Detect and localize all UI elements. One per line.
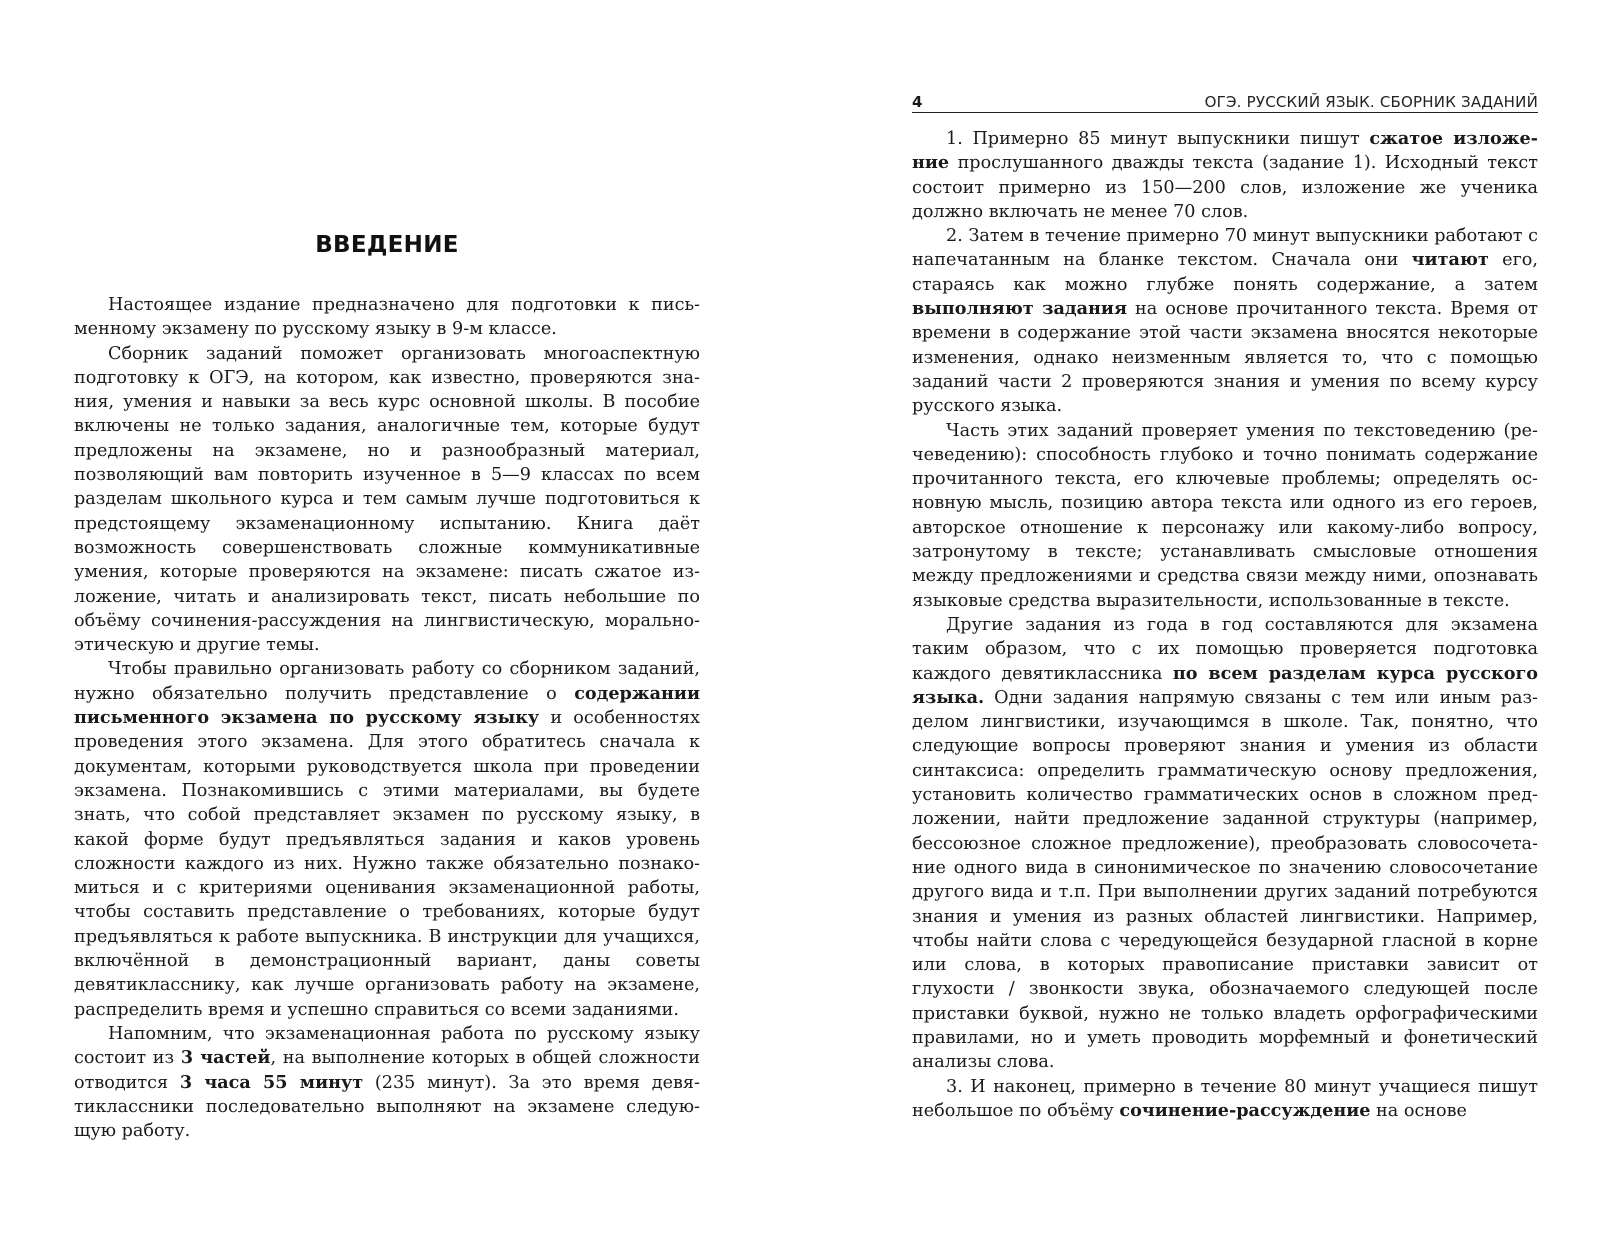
bold-phrase: сочинение-рассуждение	[1119, 1099, 1371, 1121]
bold-phrase: содержании письменного экзамена по русскому языку	[74, 682, 700, 729]
paragraph: 1. Примерно 85 минут выпускники пишут сжатое изложение прослушанного дважды текста (задание 1). Исходный текст состоит примерно из 150—200 слов, изложение же ученика должно включать не менее 70 слов.	[912, 128, 1538, 222]
running-head	[912, 90, 1538, 113]
paragraph: Настоящее издание предназначено для подготовки к письменному экзамену по русскому языку в 9-м классе.	[74, 295, 700, 340]
paragraph: Чтобы правильно организовать работу со сборником заданий, нужно обязательно получить представление о содержании письменного экзамена по русскому языку и особенностях проведения этого экзамена. Для этого обратитесь сначала к документам, которыми руководствуется школа при проведении экзамена. Познакомившись с этими материалами, вы будете знать, что собой представляет экзамен по русскому языку, в какой форме будут предъявляться задания и каков уровень сложности каждого из них. Нужно также обязательно познакомиться и с критериями оценивания экзаменационной работы, чтобы составить представление о требованиях, которые будут предъявляться к работе выпускника. В инструкции для учащихся, включённой в демонстрационный вариант, даны советы девятикласснику, как лучше организовать работу на экзамене, распределить время и успешно справиться со всеми заданиями.	[74, 659, 700, 1020]
bold-phrase: 3 частей	[180, 1047, 271, 1069]
bold-phrase: читают	[1411, 249, 1489, 271]
bold-phrase: сжатое изложение	[912, 128, 1538, 174]
page-title: ВВЕДЕНИЕ	[315, 232, 459, 258]
paragraph: Другие задания из года в год составляются для экзамена таким образом, что с их помощью проверяется подготовка каждого девятиклассника по всем разделам курса русского языка. Одни задания напрямую связаны с тем или иным разделом лингвистики, изучающимся в школе. Так, понятно, что следующие вопросы проверяют знания и умения из области синтаксиса: определить грамматическую основу предложения, установить количество грамматических основ в сложном предложении, найти предложение заданной структуры (например, бессоюзное сложное предложение), преобразовать словосочетание одного вида в синонимическое по значению словосочетание другого вида и т.п. При выполнении других заданий потребуются знания и умения из разных областей лингвистики. Например, чтобы найти слова с чередующейся безударной гласной в корне или слова, в которых правописание приставки зависит от глухости / звонкости звука, обозначаемого следующей после приставки буквой, нужно не только владеть орфографическими правилами, но и уметь проводить морфемный и фонетический анализы слова.	[912, 614, 1539, 1073]
paragraph: 3. И наконец, примерно в течение 80 минут учащиеся пишут небольшое по объёму сочинение-рассуждение на основе	[912, 1076, 1538, 1121]
running-head-title: ОГЭ. РУССКИЙ ЯЗЫК. СБОРНИК ЗАДАНИЙ	[1204, 93, 1538, 111]
page-number: 4	[912, 93, 923, 111]
paragraph: Сборник заданий поможет организовать многоаспектную подготовку к ОГЭ, на котором, как известно, проверяются знания, умения и навыки за весь курс основной школы. В пособие включены не только задания, аналогичные тем, которые будут предложены на экзамене, но и разнообразный материал, позволяющий вам повторить изученное в 5—9 классах по всем разделам школьного курса и тем самым лучше подготовиться к предстоящему экзаменационному испытанию. Книга даёт возможность совершенствовать сложные коммуникативные умения, которые проверяются на экзамене: писать сжатое изложение, читать и анализировать текст, писать небольшие по объёму сочинения-рассуждения на лингвистическую, морально-этическую и другие темы.	[74, 343, 700, 656]
paragraph: Часть этих заданий проверяет умения по текстоведению (речеведению): способность глубоко и точно понимать содержание прочитанного текста, его ключевые проблемы; определять основную мысль, позицию автора текста или одного из его героев, авторское отношение к персонажу или какому-либо вопросу, затронутому в тексте; устанавливать смысловые отношения между предложениями и средства связи между ними, опознавать языковые средства выразительности, использованные в тексте.	[912, 420, 1538, 611]
right-page	[810, 0, 1620, 1258]
bold-phrase: выполняют задания	[912, 298, 1127, 320]
paragraph: 2. Затем в течение примерно 70 минут выпускники работают с напечатанным на бланке текстом. Сначала они читают его, стараясь как можно глубже понять содержание, а затем выполняют задания на основе прочитанного текста. Время от времени в содержание этой части экзамена вносятся некоторые изменения, однако неизменным является то, что с помощью заданий части 2 проверяются знания и умения по всему курсу русского языка.	[912, 226, 1538, 417]
left-body-text	[74, 293, 700, 1143]
bold-phrase: по всем разделам курса русского языка.	[912, 662, 1539, 708]
paragraph: Напомним, что экзаменационная работа по русскому языку состоит из 3 частей, на выполнение которых в общей сложности отводится 3 часа 55 минут (235 минут). За это время девятиклассники последовательно выполняют на экзамене следующую работу.	[74, 1023, 700, 1142]
right-body-text	[912, 127, 1538, 1123]
bold-phrase: 3 часа 55 минут	[179, 1071, 364, 1093]
